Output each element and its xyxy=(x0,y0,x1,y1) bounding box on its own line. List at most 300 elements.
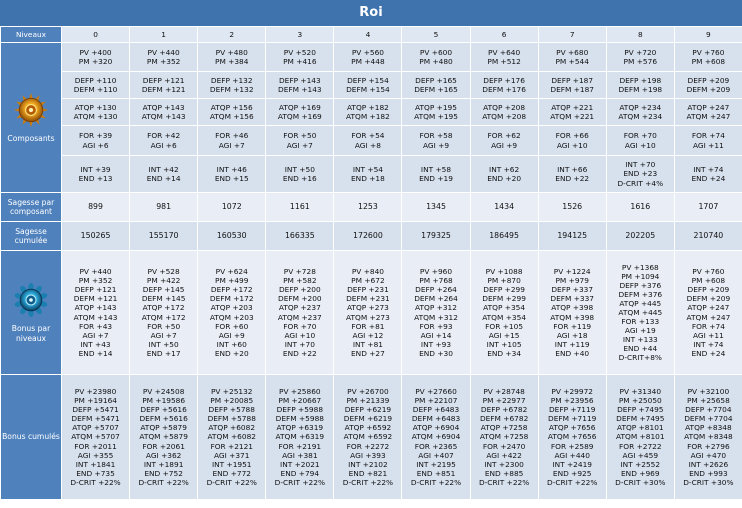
stat-line: AGI +10 xyxy=(556,140,588,150)
stat-line: PM +1094 xyxy=(621,271,660,281)
sagesse-cumulee-label: Sagesse cumulée xyxy=(1,222,62,251)
stat-line: D-CRIT +22% xyxy=(478,477,530,487)
sagesse-cumulee-value: 194125 xyxy=(538,222,606,251)
table-title: Roi xyxy=(0,0,742,26)
stat-line: DEFM +209 xyxy=(686,294,731,304)
stat-line: AGI +440 xyxy=(554,450,590,460)
stat-line: END +30 xyxy=(419,348,453,358)
bonus-cumules-cell xyxy=(674,375,742,500)
stat-line: PV +1224 xyxy=(553,267,591,277)
composant-cell xyxy=(538,99,606,126)
stat-line: PV +560 xyxy=(351,47,384,57)
stat-line: INT +50 xyxy=(148,339,179,349)
sagesse-cumulee-value: 150265 xyxy=(62,222,130,251)
stat-line: ATQP +208 xyxy=(483,102,526,112)
stat-line: END +16 xyxy=(282,174,317,183)
level-header: 8 xyxy=(606,27,674,43)
stat-line: END +885 xyxy=(484,468,524,478)
stat-line: INT +66 xyxy=(557,164,588,174)
stat-line: DEFP +6782 xyxy=(480,405,528,415)
bonus-niveaux-cell xyxy=(538,251,606,375)
stat-line: DEFM +376 xyxy=(618,289,663,299)
stat-line: DEFP +198 xyxy=(619,75,662,85)
sagesse-composant-value: 981 xyxy=(130,193,198,222)
bonus-cumules-cell xyxy=(470,375,538,500)
stat-line: DEFM +176 xyxy=(482,85,526,94)
stat-line: PV +28748 xyxy=(483,387,525,397)
stat-line: FOR +39 xyxy=(78,131,113,141)
stat-line: PM +870 xyxy=(487,276,521,286)
stat-line: DEFM +209 xyxy=(686,85,731,94)
stat-line: INT +74 xyxy=(693,164,724,174)
composant-cell xyxy=(674,72,742,99)
stat-line: AGI +15 xyxy=(488,330,520,340)
stat-line: DEFM +132 xyxy=(209,85,254,94)
stat-line: FOR +2191 xyxy=(278,441,322,451)
stat-line: PV +1088 xyxy=(485,267,523,277)
stat-line: INT +46 xyxy=(216,164,247,174)
stat-line: INT +133 xyxy=(622,335,658,345)
stat-line: PV +480 xyxy=(215,47,248,57)
stat-line: AGI +9 xyxy=(491,140,518,150)
stat-line: FOR +2061 xyxy=(142,441,185,451)
stat-line: DEFM +7119 xyxy=(548,414,597,424)
stat-line: PV +640 xyxy=(488,47,521,57)
stat-line: PM +320 xyxy=(78,57,113,66)
sagesse-composant-value: 1434 xyxy=(470,193,538,222)
stat-line: ATQM +237 xyxy=(277,312,322,322)
bonus-cumules-cell xyxy=(606,375,674,500)
stat-line: FOR +74 xyxy=(691,131,725,141)
bonus-niveaux-label: Bonus par niveaux xyxy=(11,324,51,343)
stat-line: DEFP +200 xyxy=(278,285,321,295)
stat-line: AGI +362 xyxy=(145,450,182,460)
stat-line: ATQM +143 xyxy=(73,312,118,322)
stat-line: AGI +9 xyxy=(218,330,245,340)
stat-line: INT +74 xyxy=(693,339,724,349)
stat-line: ATQP +6082 xyxy=(208,423,256,433)
bonus-niveaux-cell xyxy=(402,251,470,375)
stat-line: DEFP +6483 xyxy=(412,405,460,415)
stat-line: ATQM +445 xyxy=(618,307,663,317)
sagesse-composant-value: 1707 xyxy=(674,193,742,222)
composant-cell xyxy=(606,43,674,72)
stat-line: DEFP +176 xyxy=(483,75,525,85)
stat-line: FOR +50 xyxy=(147,321,181,331)
stat-line: D-CRIT +22% xyxy=(342,477,394,487)
stat-line: ATQP +221 xyxy=(551,102,594,112)
stat-line: ATQP +8348 xyxy=(685,423,732,433)
stat-line: PV +25860 xyxy=(279,387,321,397)
stat-line: ATQM +195 xyxy=(414,112,458,121)
composant-cell xyxy=(62,43,130,72)
stat-line: ATQM +312 xyxy=(414,312,458,322)
stat-line: ATQP +445 xyxy=(619,298,662,308)
composant-cell xyxy=(198,99,266,126)
composant-cell xyxy=(198,72,266,99)
stat-line: PM +608 xyxy=(691,276,726,286)
stat-line: ATQP +354 xyxy=(483,303,526,313)
stat-line: AGI +7 xyxy=(218,140,245,150)
composant-cell xyxy=(62,99,130,126)
stat-line: INT +93 xyxy=(420,339,452,349)
header-row xyxy=(1,27,742,43)
stat-line: AGI +6 xyxy=(82,140,109,150)
stat-line: END +20 xyxy=(214,348,249,358)
stat-line: ATQP +156 xyxy=(210,102,253,112)
stat-line: INT +105 xyxy=(486,339,522,349)
stat-line: PM +608 xyxy=(691,57,726,66)
composant-cell xyxy=(538,72,606,99)
stat-line: DEFM +337 xyxy=(550,294,595,304)
stat-line: PM +352 xyxy=(78,276,113,286)
stat-line: ATQM +7258 xyxy=(479,432,529,442)
stat-line: D-CRIT +22% xyxy=(206,477,257,487)
level-header: 9 xyxy=(674,27,742,43)
stat-line: DEFM +5988 xyxy=(275,414,324,424)
stat-line: INT +2626 xyxy=(688,459,729,469)
stat-line: DEFM +172 xyxy=(209,294,254,304)
bonus-niveaux-cell xyxy=(62,251,130,375)
stat-line: END +14 xyxy=(78,348,113,358)
stat-line: DEFM +121 xyxy=(141,85,186,94)
stat-line: FOR +74 xyxy=(691,321,725,331)
stat-line: PM +20667 xyxy=(278,396,322,406)
stat-line: ATQP +130 xyxy=(74,102,117,112)
composant-cell xyxy=(470,126,538,156)
stat-line: DEFP +121 xyxy=(74,285,117,295)
stat-line: INT +2300 xyxy=(484,459,524,469)
stat-line: PV +24508 xyxy=(142,387,185,397)
stat-line: PM +448 xyxy=(351,57,385,66)
stat-line: INT +70 xyxy=(284,339,315,349)
stat-line: PV +32100 xyxy=(687,387,730,397)
stat-line: DEFP +231 xyxy=(347,285,389,295)
stat-line: D-CRIT +30% xyxy=(615,477,666,487)
gold-sun-gem-icon xyxy=(13,92,49,128)
stat-line: PM +384 xyxy=(214,57,249,66)
level-header: 7 xyxy=(538,27,606,43)
stat-line: FOR +46 xyxy=(215,131,249,141)
header-label: Niveaux xyxy=(1,27,62,43)
stat-line: ATQM +8348 xyxy=(684,432,733,442)
stat-line: DEFP +209 xyxy=(687,285,730,295)
stat-line: AGI +8 xyxy=(354,140,381,150)
stat-line: PV +528 xyxy=(147,267,180,277)
stat-line: FOR +2365 xyxy=(414,441,458,451)
stat-line: DEFM +110 xyxy=(73,85,118,94)
stat-line: AGI +470 xyxy=(690,450,727,460)
stat-line: ATQP +312 xyxy=(415,303,457,313)
level-header: 6 xyxy=(470,27,538,43)
stat-line: PM +544 xyxy=(555,57,589,66)
stat-line: ATQM +7656 xyxy=(547,432,597,442)
stat-line: END +772 xyxy=(212,468,251,478)
composant-cell xyxy=(674,43,742,72)
composant-cell xyxy=(334,156,402,193)
stat-line: ATQM +203 xyxy=(209,312,254,322)
stat-line: PV +600 xyxy=(419,47,453,57)
stat-line: AGI +11 xyxy=(693,330,724,340)
level-header: 4 xyxy=(334,27,402,43)
stat-line: END +18 xyxy=(351,174,385,183)
stat-line: PM +576 xyxy=(623,57,658,66)
stat-line: ATQM +398 xyxy=(550,312,595,322)
bonus-cumules-cell xyxy=(334,375,402,500)
stat-line: PV +23980 xyxy=(74,387,117,397)
composant-cell xyxy=(62,126,130,156)
sagesse-cumulee-row xyxy=(1,222,742,251)
stat-line: DEFP +132 xyxy=(210,75,253,85)
stat-line: AGI +7 xyxy=(82,330,109,340)
stat-line: DEFM +121 xyxy=(73,294,118,304)
bonus-cumules-cell xyxy=(62,375,130,500)
stat-line: PV +960 xyxy=(419,267,453,277)
stat-line: ATQP +5879 xyxy=(140,423,187,433)
stat-line: ATQP +247 xyxy=(687,102,730,112)
stat-line: PM +499 xyxy=(214,276,249,286)
stat-line: ATQP +6592 xyxy=(344,423,392,433)
stat-line: PV +520 xyxy=(283,47,316,57)
stat-line: AGI +422 xyxy=(486,450,522,460)
stat-line: DEFP +5616 xyxy=(140,405,187,415)
bonus-cumules-cell xyxy=(266,375,334,500)
composant-cell xyxy=(606,99,674,126)
composant-cell xyxy=(198,126,266,156)
composant-cell xyxy=(538,126,606,156)
sagesse-composant-value: 1526 xyxy=(538,193,606,222)
stat-line: DEFP +264 xyxy=(415,285,457,295)
stat-line: AGI +371 xyxy=(213,450,250,460)
stat-line: DEFM +299 xyxy=(482,294,526,304)
stat-line: INT +2552 xyxy=(620,459,661,469)
composant-cell xyxy=(470,43,538,72)
composant-cell xyxy=(606,72,674,99)
stat-line: INT +2102 xyxy=(348,459,388,469)
stat-line: ATQM +208 xyxy=(482,112,527,121)
stat-line: FOR +70 xyxy=(623,131,657,141)
composant-cell xyxy=(402,99,470,126)
stat-line: DEFP +143 xyxy=(278,75,321,85)
stat-line: INT +2195 xyxy=(416,459,456,469)
stat-line: AGI +10 xyxy=(284,330,316,340)
sagesse-cumulee-value: 172600 xyxy=(334,222,402,251)
stat-line: AGI +459 xyxy=(622,450,659,460)
stat-line: DEFP +376 xyxy=(619,280,662,290)
stat-line: PV +31340 xyxy=(619,387,662,397)
stat-line: ATQP +7258 xyxy=(480,423,528,433)
stat-line: INT +43 xyxy=(80,339,111,349)
stat-line: ATQM +6904 xyxy=(411,432,461,442)
stat-line: PM +19586 xyxy=(142,396,186,406)
stat-line: DEFM +198 xyxy=(618,85,663,94)
stat-line: ATQM +5879 xyxy=(139,432,188,442)
stat-line: DEFP +121 xyxy=(142,75,185,85)
sagesse-composant-value: 899 xyxy=(62,193,130,222)
stat-line: END +44 xyxy=(623,344,658,354)
bonus-niveaux-label-cell xyxy=(1,251,62,375)
stat-line: D-CRIT +22% xyxy=(138,477,189,487)
stat-line: ATQP +398 xyxy=(551,303,594,313)
stat-line: ATQM +247 xyxy=(686,112,731,121)
stat-line: ATQM +8101 xyxy=(616,432,665,442)
stat-line: PM +768 xyxy=(419,276,453,286)
stat-line: ATQP +5707 xyxy=(72,423,119,433)
stat-line: ATQP +143 xyxy=(142,102,185,112)
bonus-cumules-row xyxy=(1,375,742,500)
sagesse-cumulee-value: 179325 xyxy=(402,222,470,251)
composant-cell xyxy=(266,156,334,193)
stat-line: DEFP +5988 xyxy=(276,405,324,415)
sagesse-composant-row xyxy=(1,193,742,222)
bonus-cumules-cell xyxy=(402,375,470,500)
stat-line: PV +760 xyxy=(692,267,725,277)
stat-line: DEFM +165 xyxy=(414,85,458,94)
stat-line: END +821 xyxy=(348,468,388,478)
stat-line: PV +728 xyxy=(283,267,316,277)
stat-line: ATQP +234 xyxy=(619,102,662,112)
composant-cell xyxy=(470,156,538,193)
stat-line: DEFM +7704 xyxy=(684,414,733,424)
sagesse-composant-value: 1161 xyxy=(266,193,334,222)
stat-line: DEFM +154 xyxy=(346,85,390,94)
stat-line: DEFM +200 xyxy=(278,294,322,304)
stat-line: AGI +14 xyxy=(420,330,452,340)
stat-line: END +925 xyxy=(552,468,592,478)
stat-line: ATQM +169 xyxy=(277,112,322,121)
stat-line: INT +2419 xyxy=(552,459,592,469)
stat-line: DEFM +6483 xyxy=(411,414,461,424)
blue-crystal-gem-icon xyxy=(13,282,49,318)
stat-line: PV +400 xyxy=(79,47,112,57)
stat-line: PM +23956 xyxy=(550,396,594,406)
stat-line: INT +42 xyxy=(148,164,179,174)
bonus-niveaux-cell xyxy=(198,251,266,375)
composant-cell xyxy=(334,126,402,156)
stat-line: DEFM +231 xyxy=(346,294,390,304)
stat-line: PM +352 xyxy=(146,57,181,66)
stat-line: INT +1841 xyxy=(75,459,116,469)
stat-line: DEFM +7495 xyxy=(616,414,665,424)
stat-line: FOR +2589 xyxy=(550,441,594,451)
stat-line: ATQM +172 xyxy=(141,312,186,322)
composant-cell xyxy=(606,156,674,193)
sagesse-composant-value: 1345 xyxy=(402,193,470,222)
stat-line: PV +720 xyxy=(624,47,657,57)
stat-line: END +752 xyxy=(144,468,183,478)
composant-cell xyxy=(198,156,266,193)
composant-cell xyxy=(674,126,742,156)
stat-line: INT +119 xyxy=(554,339,590,349)
stat-line: ATQM +143 xyxy=(141,112,186,121)
composant-cell xyxy=(674,156,742,193)
stat-line: FOR +54 xyxy=(351,131,385,141)
stat-line: ATQP +247 xyxy=(687,303,730,313)
stat-line: DEFP +187 xyxy=(551,75,594,85)
bonus-niveaux-cell xyxy=(606,251,674,375)
stat-line: DEFM +5788 xyxy=(207,414,256,424)
composant-cell xyxy=(130,126,198,156)
stat-line: FOR +58 xyxy=(419,131,453,141)
composant-cell xyxy=(402,156,470,193)
stat-line: ATQM +156 xyxy=(209,112,254,121)
sagesse-cumulee-value: 155170 xyxy=(130,222,198,251)
stat-line: PM +416 xyxy=(283,57,317,66)
stat-line: PV +25132 xyxy=(210,387,253,397)
stat-line: DEFP +6219 xyxy=(344,405,392,415)
stat-line: END +23 xyxy=(623,169,658,179)
composant-cell xyxy=(334,43,402,72)
stat-line: INT +60 xyxy=(216,339,247,349)
stat-line: PM +480 xyxy=(419,57,453,66)
level-header: 3 xyxy=(266,27,334,43)
bonus-cumules-cell xyxy=(198,375,266,500)
composant-cell xyxy=(62,72,130,99)
composant-cell xyxy=(334,99,402,126)
stat-line: D-CRIT +22% xyxy=(547,477,598,487)
stat-line: D-CRIT+8% xyxy=(618,353,662,363)
composant-cell xyxy=(402,72,470,99)
stat-line: ATQP +6904 xyxy=(412,423,460,433)
stat-line: ATQP +143 xyxy=(74,303,117,313)
stat-line: AGI +12 xyxy=(352,330,384,340)
stat-line: DEFM +5471 xyxy=(71,414,120,424)
bonus-niveaux-cell xyxy=(130,251,198,375)
stat-line: PV +27660 xyxy=(415,387,457,397)
stat-line: AGI +7 xyxy=(286,140,313,150)
stat-line: DEFM +145 xyxy=(141,294,186,304)
stat-line: PV +440 xyxy=(79,267,112,277)
stat-line: ATQM +354 xyxy=(482,312,527,322)
stat-line: D-CRIT +30% xyxy=(683,477,734,487)
sagesse-composant-value: 1072 xyxy=(198,193,266,222)
stat-line: ATQP +182 xyxy=(346,102,389,112)
stat-line: ATQM +6082 xyxy=(207,432,256,442)
composant-row-for_agi xyxy=(1,126,742,156)
stat-line: PM +672 xyxy=(351,276,385,286)
stat-line: PM +25658 xyxy=(686,396,730,406)
stat-line: DEFP +7704 xyxy=(685,405,732,415)
composants-label: Composants xyxy=(7,133,55,143)
stat-line: END +735 xyxy=(76,468,115,478)
stat-line: PV +26700 xyxy=(347,387,389,397)
stat-line: ATQM +273 xyxy=(346,312,390,322)
stat-line: AGI +393 xyxy=(350,450,386,460)
stat-line: PV +760 xyxy=(692,47,725,57)
stat-line: PM +22107 xyxy=(414,396,458,406)
stat-line: END +794 xyxy=(280,468,320,478)
stat-line: PM +22977 xyxy=(482,396,526,406)
composant-row-atq xyxy=(1,99,742,126)
stats-table xyxy=(0,26,742,500)
stat-line: DEFP +7119 xyxy=(548,405,596,415)
stat-line: END +22 xyxy=(282,348,317,358)
stat-line: PM +20085 xyxy=(210,396,254,406)
stat-line: END +40 xyxy=(555,348,590,358)
stat-line: END +22 xyxy=(555,174,590,183)
composant-cell xyxy=(674,99,742,126)
stat-line: DEFP +5788 xyxy=(208,405,255,415)
stat-line: DEFP +172 xyxy=(210,285,253,295)
stat-line: FOR +2272 xyxy=(346,441,390,451)
composant-cell xyxy=(470,72,538,99)
stat-line: FOR +2121 xyxy=(210,441,254,451)
stat-line: FOR +2470 xyxy=(482,441,526,451)
composant-cell xyxy=(62,156,130,193)
stat-line: PV +840 xyxy=(351,267,384,277)
stat-line: DEFP +165 xyxy=(415,75,457,85)
bonus-cumules-cell xyxy=(130,375,198,500)
